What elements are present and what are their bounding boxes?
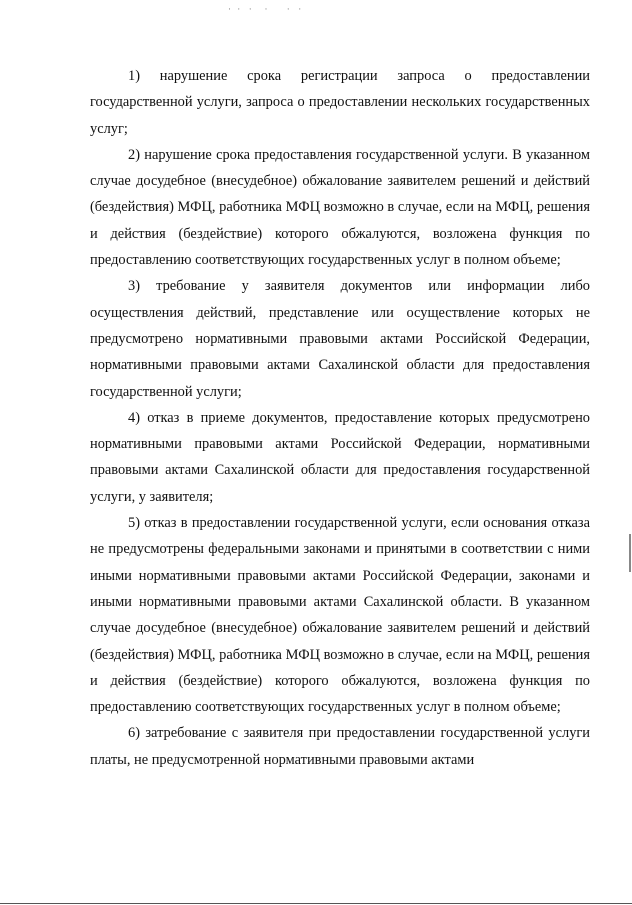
paragraph-5: 5) отказ в предоставлении государственной услуги, если основания отказа не предусмотрены федеральными законами и принятыми в соответствии с ними иными нормативными правовыми актами Российской Федерации, законами и иными нормативными правовыми актами Сахалинской области. В указанном случае досудебное (внесудебное) обжалование заявителем решений и действий (бездействия) МФЦ, работника МФЦ возможно в случае, если на МФЦ, решения и действия (бездействие) которого обжалуются, возложена функция по предоставлению соответствующих государственных услуг в полном объеме;: [90, 515, 590, 716]
paragraph-6: 6) затребование с заявителя при предоставлении государственной услуги платы, не предусмотренной нормативными правовыми актами: [90, 725, 590, 768]
scan-artifact: · · · · · ·: [228, 4, 304, 14]
document-body: [90, 63, 590, 773]
paragraph-4: 4) отказ в приеме документов, предоставление которых предусмотрено нормативными правовыми актами Российской Федерации, нормативными правовыми актами Сахалинской области для предоставления государственной услуги, у заявителя;: [90, 409, 590, 505]
paragraph-1: 1) нарушение срока регистрации запроса о предоставлении государственной услуги, запроса о предоставлении нескольких государственных услуг;: [90, 68, 590, 137]
scan-edge-mark: [629, 534, 631, 572]
paragraph-2: 2) нарушение срока предоставления государственной услуги. В указанном случае досудебное (внесудебное) обжалование заявителем решений и действий (бездействия) МФЦ, работника МФЦ возможно в случае, если на МФЦ, решения и действия (бездействие) которого обжалуются, возложена функция по предоставлению соответствующих государственных услуг в полном объеме;: [90, 146, 590, 269]
paragraph-3: 3) требование у заявителя документов или информации либо осуществления действий, представление или осуществление которых не предусмотрено нормативными правовыми актами Российской Федерации, нормативными правовыми актами Сахалинской области для предоставления государственной услуги;: [90, 278, 590, 400]
page-bottom-edge: [0, 903, 632, 904]
